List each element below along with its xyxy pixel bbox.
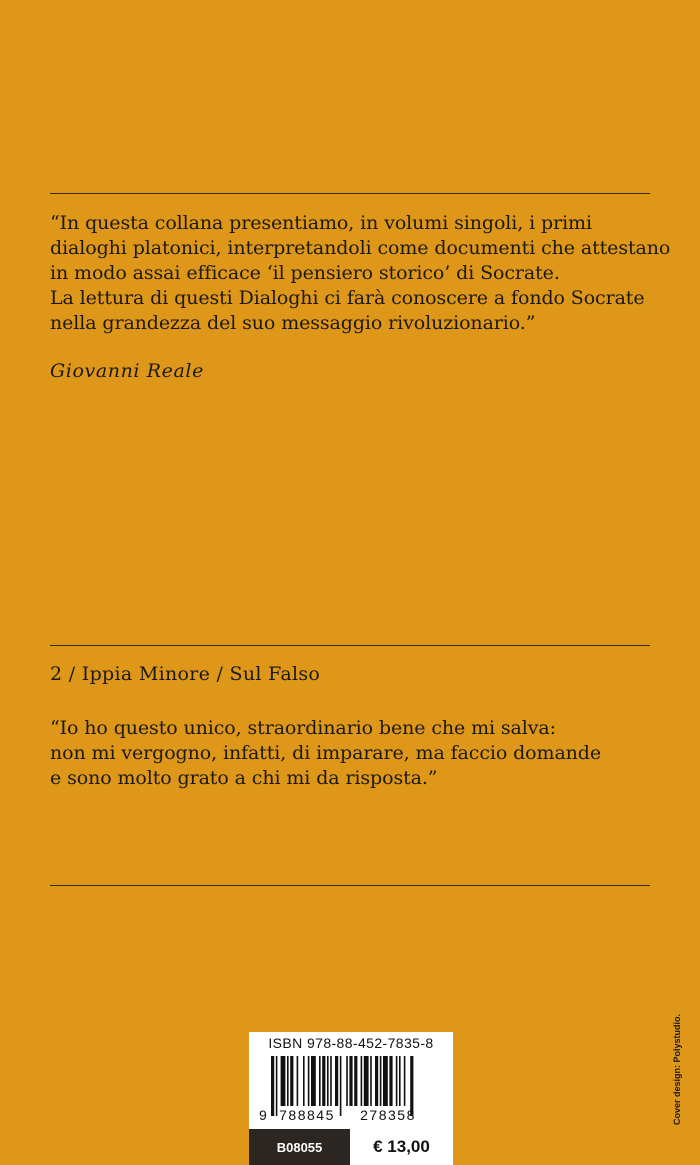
barcode-bar bbox=[281, 1056, 286, 1106]
socrates-quote bbox=[50, 716, 660, 791]
barcode-bar bbox=[340, 1056, 342, 1116]
barcode-bar bbox=[370, 1056, 372, 1106]
barcode-bar bbox=[375, 1056, 378, 1106]
barcode-bar bbox=[322, 1056, 325, 1106]
barcode-bar bbox=[389, 1056, 392, 1106]
barcode-bar bbox=[276, 1056, 278, 1116]
quote-line: “In questa collana presentiamo, in volumi singoli, i primi bbox=[50, 212, 592, 234]
barcode-bar bbox=[380, 1056, 382, 1106]
barcode-bar bbox=[297, 1056, 299, 1106]
barcode-bar bbox=[308, 1056, 310, 1106]
barcode-bar bbox=[354, 1056, 357, 1106]
barcode-bar bbox=[271, 1056, 274, 1116]
barcode-bar bbox=[303, 1056, 305, 1106]
barcode-bar bbox=[349, 1056, 352, 1106]
barcode-bar bbox=[396, 1056, 398, 1106]
barcode-block bbox=[249, 1032, 453, 1165]
quote-line: dialoghi platonici, interpretandoli come documenti che attestano bbox=[50, 237, 671, 259]
barcode-bar bbox=[335, 1056, 338, 1106]
volume-title: 2 / Ippia Minore / Sul Falso bbox=[50, 663, 321, 685]
quote-line: La lettura di questi Dialoghi ci farà conoscere a fondo Socrate bbox=[50, 287, 645, 309]
cover-credit: Cover design: Polystudio. bbox=[672, 1013, 682, 1125]
divider-top bbox=[50, 193, 650, 194]
quote-line: “Io ho questo unico, straordinario bene che mi salva: bbox=[50, 717, 556, 739]
barcode-bar bbox=[290, 1056, 293, 1106]
quote-line: e sono molto grato a chi mi da risposta.” bbox=[50, 767, 438, 789]
barcode-digit-first: 9 bbox=[259, 1107, 267, 1123]
quote-line: nella grandezza del suo messaggio rivoluzionario.” bbox=[50, 312, 536, 334]
product-code: B08055 bbox=[249, 1129, 350, 1165]
barcode-bar bbox=[319, 1056, 321, 1106]
divider-bottom bbox=[50, 885, 650, 886]
barcode-digits-right: 278358 bbox=[360, 1107, 416, 1123]
barcode-bar bbox=[383, 1056, 388, 1106]
barcode-bar bbox=[311, 1056, 316, 1106]
series-quote bbox=[50, 211, 671, 336]
barcode-bar bbox=[361, 1056, 363, 1106]
quote-author: Giovanni Reale bbox=[50, 360, 204, 382]
isbn-label: ISBN 978-88-452-7835-8 bbox=[268, 1035, 434, 1051]
quote-line: non mi vergogno, infatti, di imparare, ma faccio domande bbox=[50, 742, 602, 764]
barcode-bar bbox=[404, 1056, 406, 1106]
barcode-digits-left: 788845 bbox=[279, 1107, 335, 1123]
divider-middle bbox=[50, 645, 650, 646]
barcode-bar bbox=[399, 1056, 401, 1106]
barcode-bar bbox=[346, 1056, 348, 1106]
price-label: € 13,00 bbox=[350, 1129, 453, 1165]
barcode-bar bbox=[364, 1056, 369, 1106]
barcode-bar bbox=[327, 1056, 329, 1106]
barcode-bar bbox=[330, 1056, 332, 1106]
quote-line: in modo assai efficace ‘il pensiero storico’ di Socrate. bbox=[50, 262, 560, 284]
barcode-bar bbox=[287, 1056, 289, 1106]
